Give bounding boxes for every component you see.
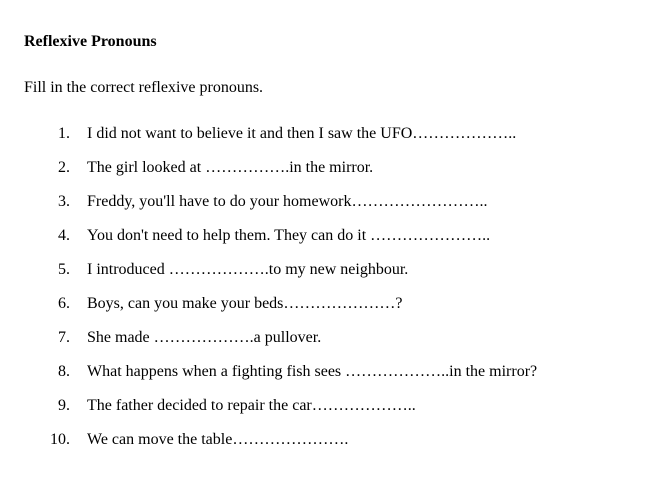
list-item [0, 192, 662, 226]
item-number: 9. [58, 397, 70, 414]
item-sentence: You don't need to help them. They can do it ………………….. [87, 227, 491, 244]
item-number: 8. [58, 363, 70, 380]
item-number: 3. [58, 193, 70, 210]
list-item [0, 396, 662, 430]
list-item [0, 158, 662, 192]
list-item [0, 124, 662, 158]
item-number: 6. [58, 295, 70, 312]
list-item [0, 260, 662, 294]
item-sentence: Boys, can you make your beds…………………? [87, 295, 403, 312]
item-sentence: I introduced ……………….to my new neighbour. [87, 261, 409, 278]
item-number: 1. [58, 125, 70, 142]
item-number: 2. [58, 159, 70, 176]
item-sentence: What happens when a fighting fish sees ………………..in the mirror? [87, 363, 538, 380]
list-item [0, 226, 662, 260]
item-sentence: She made ……………….a pullover. [87, 329, 322, 346]
list-item [0, 362, 662, 396]
item-number: 4. [58, 227, 70, 244]
item-sentence: The girl looked at …………….in the mirror. [87, 159, 374, 176]
instruction-text: Fill in the correct reflexive pronouns. [24, 79, 264, 96]
item-number: 10. [50, 431, 70, 448]
item-sentence: Freddy, you'll have to do your homework…………………….. [87, 193, 488, 210]
list-item [0, 294, 662, 328]
list-item [0, 430, 662, 464]
item-sentence: We can move the table…………………. [87, 431, 349, 448]
page-title: Reflexive Pronouns [24, 33, 157, 50]
item-sentence: The father decided to repair the car……………….. [87, 397, 416, 414]
item-number: 5. [58, 261, 70, 278]
exercise-list [0, 124, 662, 464]
item-sentence: I did not want to believe it and then I saw the UFO……………….. [87, 125, 517, 142]
list-item [0, 328, 662, 362]
item-number: 7. [58, 329, 70, 346]
